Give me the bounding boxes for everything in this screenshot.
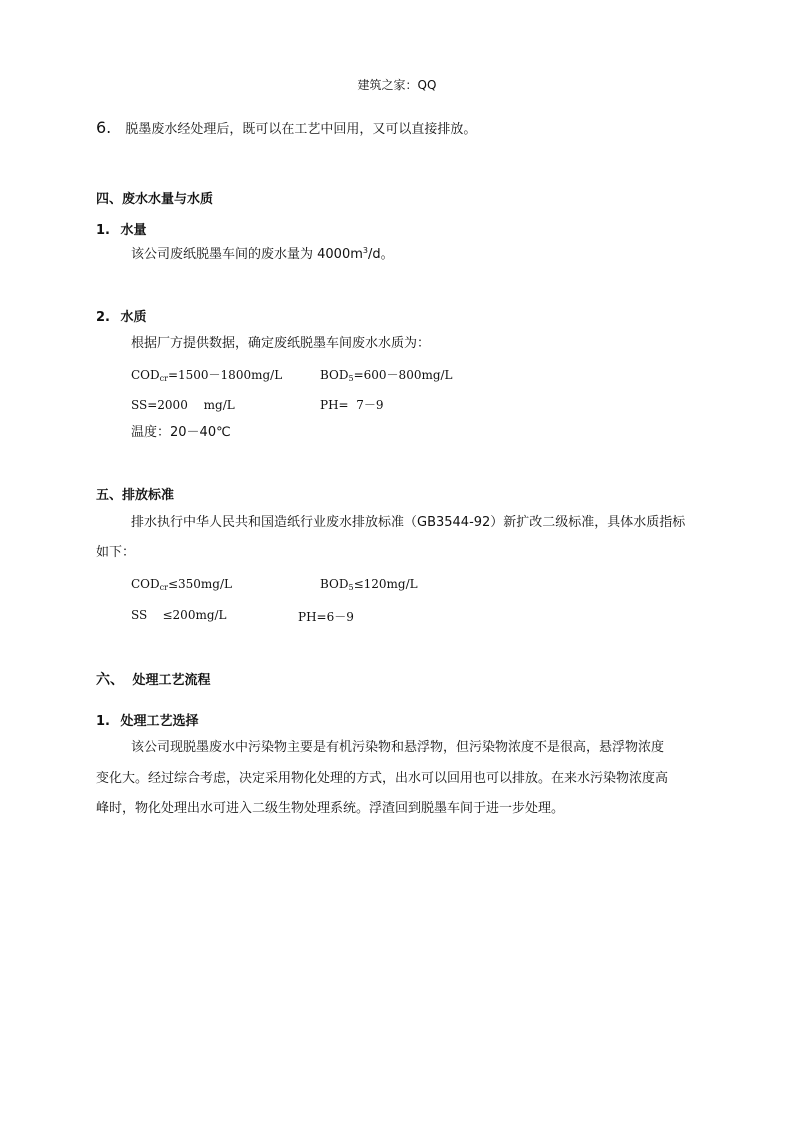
item-6 [96, 119, 476, 139]
standard-cod [131, 577, 232, 591]
water-volume-sup: 3 [362, 246, 368, 255]
bod-label: BOD [320, 368, 349, 382]
section-4-sub2-title: 水质 [120, 310, 147, 325]
section-4-sub2-number: 2. [96, 310, 110, 325]
section-4-title: 四、废水水量与水质 [96, 192, 214, 207]
standard-para-line2: 如下： [96, 545, 136, 560]
bod-subscript: 5 [348, 374, 354, 383]
section-6-sub1-title: 处理工艺选择 [120, 714, 199, 729]
section-4-sub1-title: 水量 [120, 223, 147, 238]
standard-bod [320, 577, 418, 591]
quality-cod [131, 366, 282, 383]
standard-ph: PH=6－9 [298, 610, 354, 624]
water-quality-intro: 根据厂方提供数据，确定废纸脱墨车间废水水质为： [131, 336, 431, 351]
quality-temperature: 温度：20－40℃ [131, 425, 231, 440]
standard-ss: SS ≤200mg/L [131, 608, 227, 622]
cod-label: COD [131, 368, 160, 382]
std-bod-subscript: 5 [348, 583, 354, 592]
item-6-text: 脱墨废水经处理后，既可以在工艺中回用，又可以直接排放。 [125, 122, 477, 137]
std-cod-label: COD [131, 577, 160, 591]
quality-bod [320, 366, 453, 383]
section-6-title-text: 处理工艺流程 [132, 673, 211, 688]
process-para-line2: 变化大。经过综合考虑，决定采用物化处理的方式，出水可以回用也可以排放。在来水污染物浓度高 [96, 771, 669, 786]
std-bod-label: BOD [320, 577, 349, 591]
cod-value: =1500－1800mg/L [167, 368, 283, 382]
standard-para-line1: 排水执行中华人民共和国造纸行业废水排放标准（GB3544-92）新扩改二级标准，具体水质指标 [131, 515, 686, 530]
section-4-sub2-heading [96, 306, 147, 325]
quality-ss: SS=2000 mg/L [131, 398, 235, 412]
std-cod-subscript: cr [159, 583, 168, 592]
section-6-title [96, 669, 211, 689]
std-cod-value: ≤350mg/L [167, 577, 232, 591]
std-bod-value: ≤120mg/L [353, 577, 418, 591]
section-4-sub1-number: 1. [96, 223, 110, 238]
process-para-line3: 峰时，物化处理出水可进入二级生物处理系统。浮渣回到脱墨车间于进一步处理。 [96, 801, 565, 816]
section-4-sub1-heading [96, 219, 147, 238]
section-6-sub1-number: 1. [96, 714, 110, 729]
process-para-line1: 该公司现脱墨废水中污染物主要是有机污染物和悬浮物，但污染物浓度不是很高，悬浮物浓度 [131, 740, 665, 755]
cod-subscript: cr [159, 374, 168, 383]
page-header: 建筑之家：QQ [357, 78, 437, 92]
water-volume-text-a: 该公司废纸脱墨车间的废水量为 4000m [131, 247, 363, 262]
section-6-sub1-heading [96, 710, 199, 729]
water-volume-text [131, 246, 394, 264]
bod-value: =600－800mg/L [353, 368, 453, 382]
item-6-number: 6. [96, 118, 112, 137]
water-volume-text-b: /d。 [367, 247, 394, 262]
section-5-title: 五、排放标准 [96, 488, 175, 503]
quality-ph: PH= 7－9 [320, 398, 384, 412]
section-6-prefix: 六、 [96, 672, 124, 688]
